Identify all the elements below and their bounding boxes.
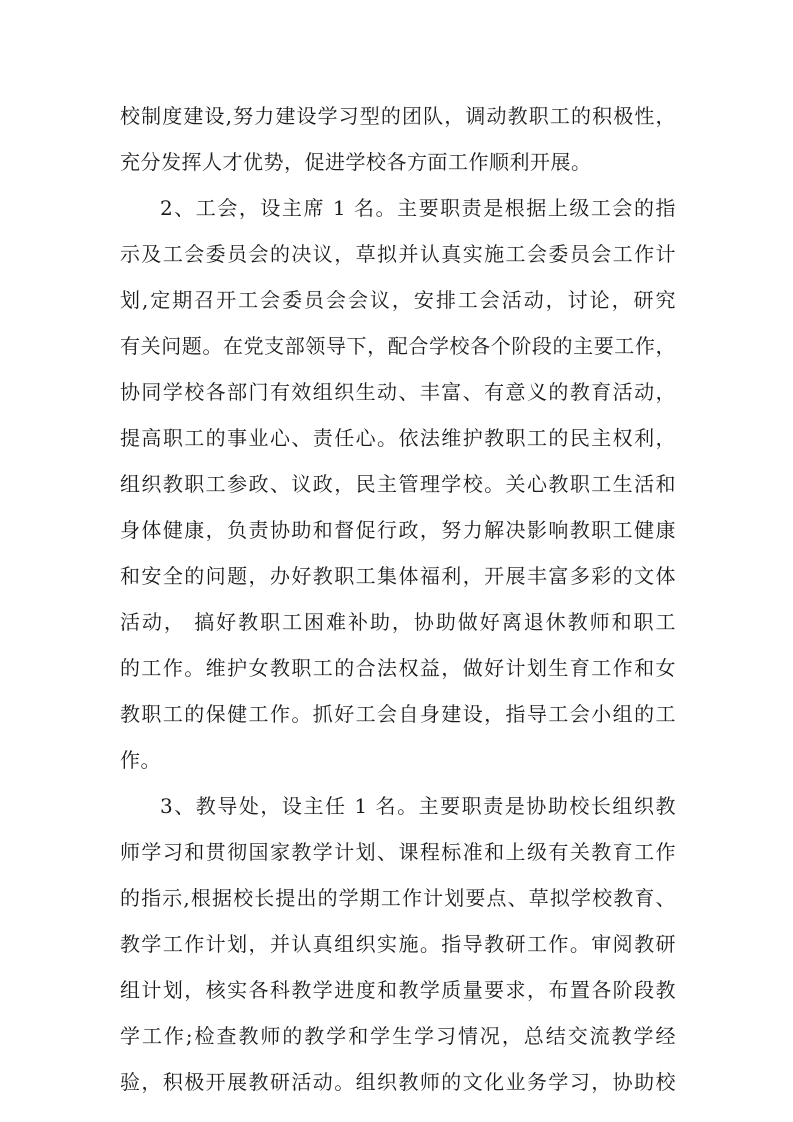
text-line: 教职工的保健工作。抓好工会自身建设，指导工会小组的工 bbox=[120, 702, 676, 726]
text-line: 验，积极开展教研活动。组织教师的文化业务学习，协助校 bbox=[120, 1070, 676, 1094]
text-line: 组计划，核实各科教学进度和教学质量要求，布置各阶段教 bbox=[120, 978, 676, 1002]
text-line: 和安全的问题，办好教职工集体福利，开展丰富多彩的文体 bbox=[120, 564, 676, 588]
text-line: 划,定期召开工会委员会会议，安排工会活动，讨论，研究 bbox=[120, 288, 676, 312]
text-line: 活动， 搞好教职工困难补助，协助做好离退休教师和职工 bbox=[120, 610, 676, 634]
text-line: 组织教职工参政、议政，民主管理学校。关心教职工生活和 bbox=[120, 472, 676, 496]
text-line: 充分发挥人才优势，促进学校各方面工作顺利开展。 bbox=[120, 150, 592, 174]
text-line: 作。 bbox=[120, 748, 161, 772]
text-line: 师学习和贯彻国家教学计划、课程标准和上级有关教育工作 bbox=[120, 840, 676, 864]
text-line: 提高职工的事业心、责任心。依法维护教职工的民主权利， bbox=[120, 426, 676, 450]
text-line: 有关问题。在党支部领导下，配合学校各个阶段的主要工作， bbox=[120, 334, 676, 358]
paragraph-start-line: 3、教导处，设主任 1 名。主要职责是协助校长组织教 bbox=[160, 794, 676, 818]
text-line: 示及工会委员会的决议，草拟并认真实施工会委员会工作计 bbox=[120, 242, 676, 266]
text-line: 校制度建设,努力建设学习型的团队，调动教职工的积极性， bbox=[120, 104, 676, 128]
text-line: 教学工作计划，并认真组织实施。指导教研工作。审阅教研 bbox=[120, 932, 676, 956]
text-line: 学工作;检查教师的教学和学生学习情况，总结交流教学经 bbox=[120, 1024, 676, 1048]
text-line: 协同学校各部门有效组织生动、丰富、有意义的教育活动， bbox=[120, 380, 676, 404]
text-line: 的工作。维护女教职工的合法权益，做好计划生育工作和女 bbox=[120, 656, 676, 680]
text-line: 的指示,根据校长提出的学期工作计划要点、草拟学校教育、 bbox=[120, 886, 676, 910]
paragraph-start-line: 2、工会，设主席 1 名。主要职责是根据上级工会的指 bbox=[160, 196, 676, 220]
text-line: 身体健康，负责协助和督促行政，努力解决影响教职工健康 bbox=[120, 518, 676, 542]
